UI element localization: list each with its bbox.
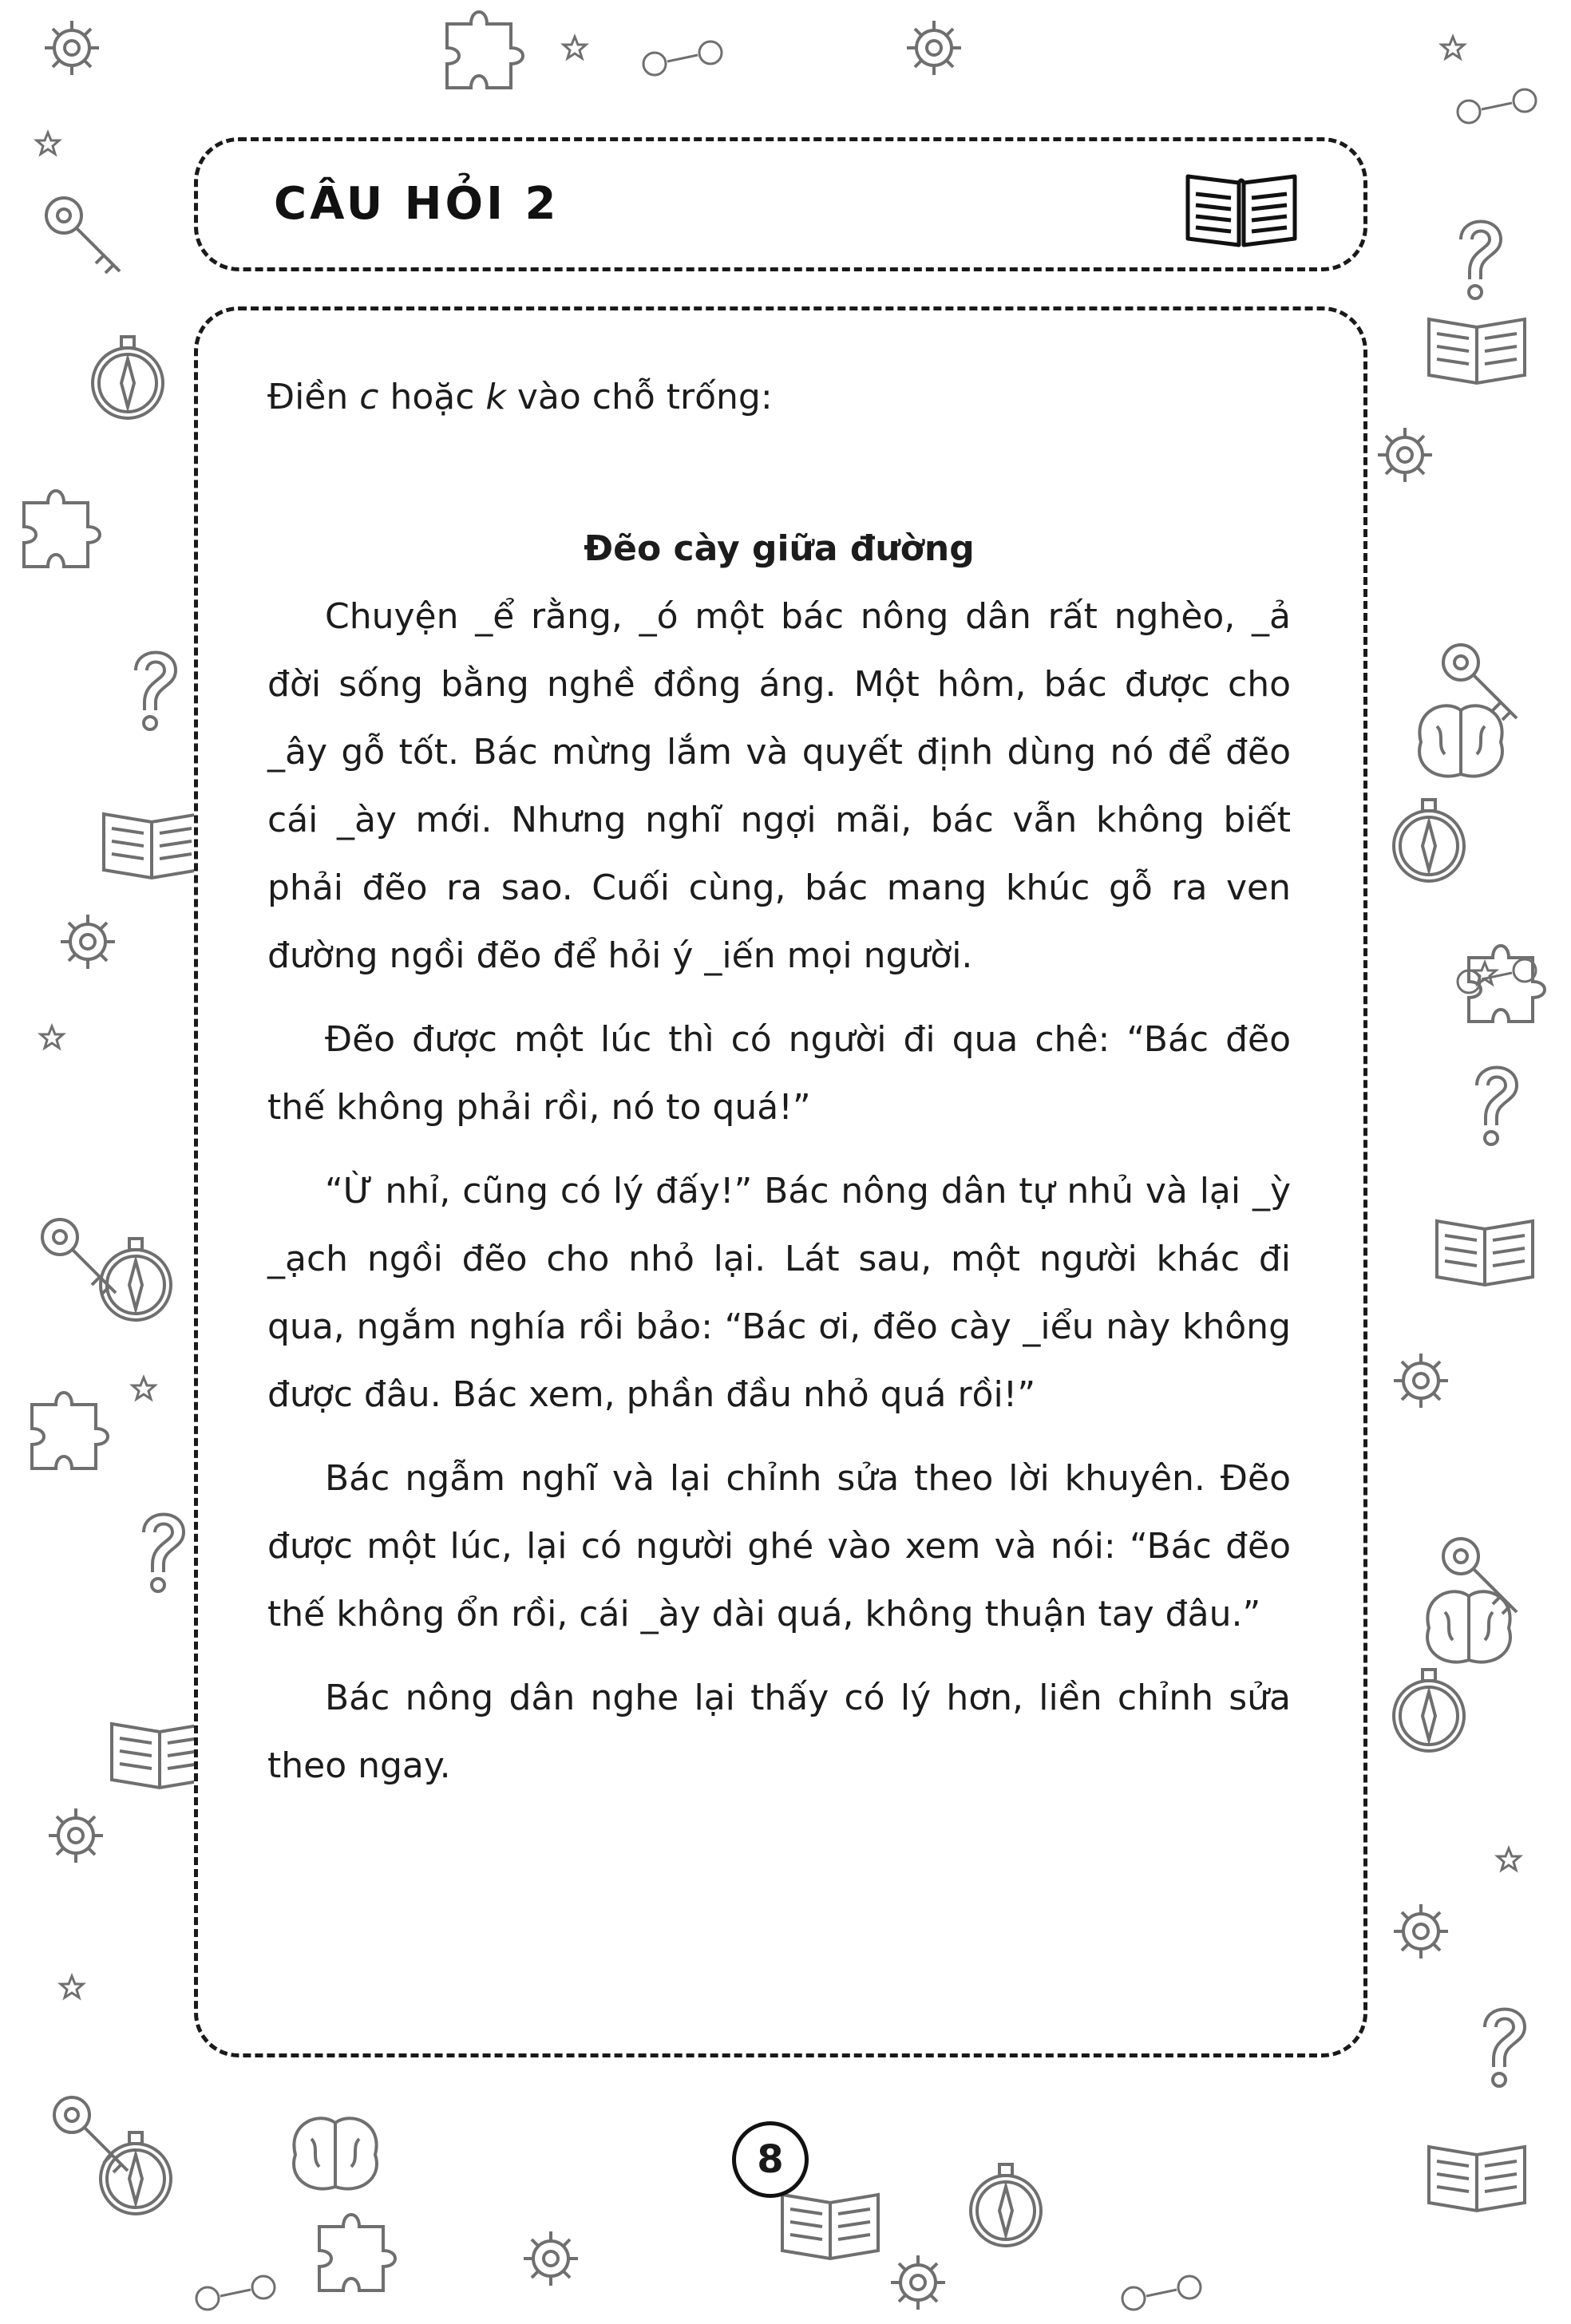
content-body	[267, 363, 1291, 1816]
story-title: Đẽo cày giữa đường	[584, 528, 975, 569]
paragraph-3: “Ừ nhỉ, cũng có lý đấy!” Bác nông dân tự nhủ và lại _ỳ _ạch ngồi đẽo cho nhỏ lại. Lát sau, một người khác đi qua, ngắm nghía rồi bảo: “Bác ơi, đẽo cày _iểu này không được đâu. Bác xem, phần đầu nhỏ quá rồi!”	[267, 1171, 1291, 1415]
paragraph-1: Chuyện _ể rằng, _ó một bác nông dân rất nghèo, _ả đời sống bằng nghề đồng áng. Một hôm, bác được cho _ây gỗ tốt. Bác mừng lắm và quyết định dùng nó để đẽo cái _ày mới. Nhưng nghĩ ngợi mãi, bác vẫn không biết phải đẽo ra sao. Cuối cùng, bác mang khúc gỗ ra ven đường ngồi đẽo để hỏi ý _iến mọi người.	[267, 596, 1291, 976]
header-panel	[194, 137, 1367, 271]
instruction-before: Điền	[267, 377, 360, 417]
instruction	[267, 363, 1291, 431]
instruction-k: k	[485, 377, 506, 417]
instruction-c: c	[359, 377, 379, 417]
content-panel	[194, 306, 1367, 2057]
open-book-icon	[1181, 162, 1301, 251]
paragraph-5: Bác nông dân nghe lại thấy có lý hơn, liền chỉnh sửa theo ngay.	[267, 1678, 1291, 1786]
page-number: 8	[732, 2121, 809, 2198]
instruction-after: vào chỗ trống:	[505, 377, 773, 417]
page-title: CÂU HỎI 2	[274, 178, 560, 230]
instruction-middle: hoặc	[378, 377, 486, 417]
paragraph-4: Bác ngẫm nghĩ và lại chỉnh sửa theo lời khuyên. Đẽo được một lúc, lại có người ghé vào xem và nói: “Bác đẽo thế không ổn rồi, cái _ày dài quá, không thuận tay đâu.”	[267, 1458, 1291, 1634]
paragraph-2: Đẽo được một lúc thì có người đi qua chê: “Bác đẽo thế không phải rồi, nó to quá!”	[267, 1019, 1291, 1128]
